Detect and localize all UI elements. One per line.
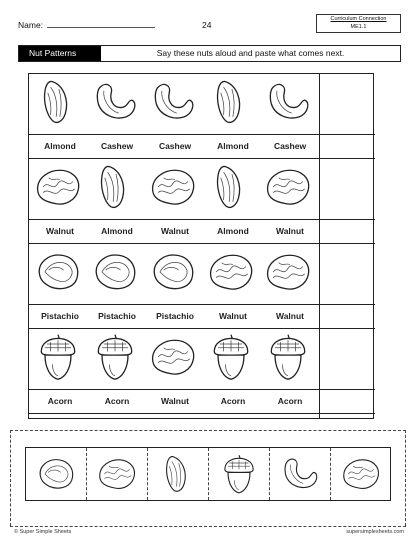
walnut-icon <box>147 331 199 383</box>
cutout-card[interactable] <box>87 448 148 500</box>
pattern-cell <box>205 76 261 132</box>
footer-copyright: © Super Simple Sheets <box>14 529 72 535</box>
name-line[interactable] <box>47 21 155 28</box>
cutout-card[interactable] <box>26 448 87 500</box>
nut-label: Almond <box>44 141 76 151</box>
pattern-cell <box>32 76 88 132</box>
acorn-icon <box>205 331 257 383</box>
pistachio-icon <box>89 246 141 298</box>
cut-line-bottom <box>10 526 406 527</box>
pattern-cell <box>262 246 318 302</box>
pattern-row-2 <box>29 159 375 219</box>
nut-label: Acorn <box>47 396 73 406</box>
pattern-grid <box>28 73 374 419</box>
walnut-icon <box>205 246 257 298</box>
pistachio-icon <box>32 246 84 298</box>
pattern-row-1 <box>29 74 375 134</box>
almond-icon <box>32 76 84 128</box>
answer-paste-box[interactable] <box>321 246 373 302</box>
nut-label: Pistachio <box>41 311 79 321</box>
cut-line-left <box>10 430 11 526</box>
nut-label: Acorn <box>104 396 130 406</box>
cut-line-right <box>405 430 406 526</box>
pistachio-icon <box>147 246 199 298</box>
cutout-card[interactable] <box>270 448 331 500</box>
label-row-2 <box>29 219 375 244</box>
nut-label: Walnut <box>275 226 304 236</box>
pattern-cell <box>262 76 318 132</box>
acorn-icon <box>32 331 84 383</box>
almond-icon <box>89 161 141 213</box>
answer-paste-box[interactable] <box>321 331 373 387</box>
pattern-cell <box>89 161 145 217</box>
pattern-cell <box>147 161 203 217</box>
answer-paste-box[interactable] <box>321 161 373 217</box>
walnut-icon <box>147 161 199 213</box>
label-row-3 <box>29 304 375 329</box>
pattern-cell <box>147 331 203 387</box>
pattern-cell <box>32 161 88 217</box>
nut-label: Almond <box>101 226 133 236</box>
nut-label: Almond <box>217 226 249 236</box>
nut-label: Walnut <box>218 311 247 321</box>
walnut-icon <box>32 161 84 213</box>
cutout-strip <box>25 447 391 501</box>
almond-icon <box>156 452 200 496</box>
cutout-card[interactable] <box>209 448 270 500</box>
cashew-icon <box>278 452 322 496</box>
nut-label: Cashew <box>100 141 134 151</box>
name-label: Name: <box>18 20 44 30</box>
pattern-cell <box>32 246 88 302</box>
nut-label: Walnut <box>275 311 304 321</box>
label-row-4 <box>29 389 375 414</box>
nut-label: Walnut <box>160 226 189 236</box>
pattern-cell <box>205 161 261 217</box>
almond-icon <box>205 76 257 128</box>
page-number: 24 <box>202 20 212 30</box>
pattern-cell <box>205 331 261 387</box>
pattern-cell <box>32 331 88 387</box>
nut-label: Cashew <box>158 141 192 151</box>
walnut-icon <box>95 452 139 496</box>
pattern-row-4 <box>29 329 375 389</box>
cashew-icon <box>262 76 314 128</box>
cashew-icon <box>147 76 199 128</box>
curriculum-box <box>316 14 401 33</box>
pattern-cell <box>147 76 203 132</box>
cutout-card[interactable] <box>148 448 209 500</box>
nut-label: Almond <box>217 141 249 151</box>
nut-label: Walnut <box>45 226 74 236</box>
pattern-row-3 <box>29 244 375 304</box>
nut-label: Acorn <box>220 396 246 406</box>
answer-paste-box[interactable] <box>321 76 373 132</box>
acorn-icon <box>262 331 314 383</box>
label-row-1 <box>29 134 375 159</box>
worksheet-title: Nut Patterns <box>19 46 101 61</box>
almond-icon <box>205 161 257 213</box>
instruction-band <box>18 45 401 62</box>
pattern-cell <box>89 76 145 132</box>
name-field[interactable] <box>18 20 155 30</box>
pattern-cell <box>89 331 145 387</box>
pattern-cell <box>262 161 318 217</box>
pattern-cell <box>205 246 261 302</box>
walnut-icon <box>262 161 314 213</box>
nut-label: Walnut <box>160 396 189 406</box>
instruction-text: Say these nuts aloud and paste what comes next. <box>156 48 345 58</box>
nut-label: Pistachio <box>98 311 136 321</box>
walnut-icon <box>262 246 314 298</box>
pattern-cell <box>262 331 318 387</box>
pistachio-icon <box>34 452 78 496</box>
footer-website: supersimplesheets.com <box>346 529 404 535</box>
nut-label: Cashew <box>273 141 307 151</box>
cashew-icon <box>89 76 141 128</box>
acorn-icon <box>89 331 141 383</box>
pattern-cell <box>147 246 203 302</box>
cutout-card[interactable] <box>331 448 392 500</box>
walnut-icon <box>339 452 383 496</box>
nut-label: Acorn <box>277 396 303 406</box>
nut-label: Pistachio <box>156 311 194 321</box>
curriculum-code: ME1.1 <box>350 24 367 30</box>
cut-line-top <box>10 430 406 431</box>
acorn-icon <box>217 452 261 496</box>
pattern-cell <box>89 246 145 302</box>
curriculum-title: Curriculum Connection <box>330 16 387 22</box>
